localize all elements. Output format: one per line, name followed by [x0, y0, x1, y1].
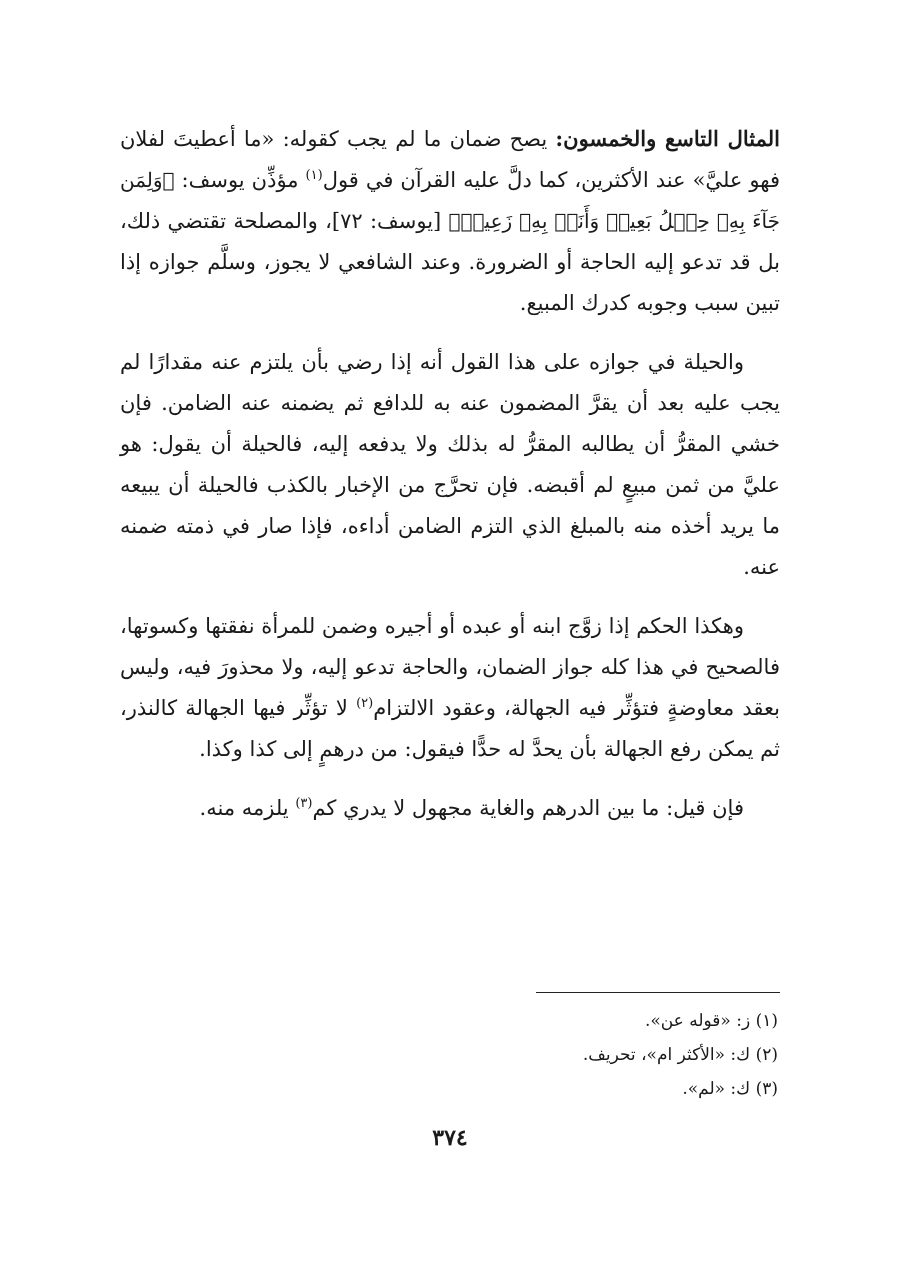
page-number: ٣٧٤ [432, 1125, 468, 1151]
footnote-ref-2[interactable]: (٢) [356, 696, 374, 711]
example-heading: المثال التاسع والخمسون: [555, 126, 780, 151]
paragraph-2: والحيلة في جوازه على هذا القول أنه إذا رضي بأن يلتزم عنه مقدارًا لم يجب عليه بعد أن يقرَّ المضمون عنه به للدافع ثم يضمنه عنه الضامن. فإن خشي المقرُّ أن يطالبه المقرُّ له بذلك ولا يدفعه إليه، فالحيلة أن يقول: هو عليَّ من ثمن مبيعٍ لم أقبضه. فإن تحرَّج من الإخبار بالكذب فالحيلة أن يبيعه ما يريد أخذه منه بالمبلغ الذي التزم الضامن أداءه، فإذا صار في ذمته ضمنه عنه. [120, 350, 780, 579]
footnote-2: (٢) ك: «الأكثر ام»، تحريف. [582, 1045, 778, 1065]
paragraph-1 [120, 118, 780, 324]
paragraph-3 [120, 606, 780, 770]
paragraph-1-text-c: [يوسف: ٧٢]، والمصلحة تقتضي ذلك، بل قد تدعو إليه الحاجة أو الضرورة. وعند الشافعي لا يجوز، وسلَّم جوازه إذا تبين سبب وجوبه كدرك المبيع. [120, 209, 780, 315]
paragraph-3-text-b: لا تؤثِّر فيها الجهالة كالنذر، ثم يمكن رفع الجهالة بأن يحدَّ له حدًّا فيقول: من درهمٍ إلى كذا وكذا. [120, 696, 780, 761]
footnote-1: (١) ز: «قوله عن». [644, 1011, 778, 1031]
paragraph-4-text-b: يلزمه منه. [199, 796, 296, 820]
paragraph-4 [120, 788, 780, 829]
footnote-divider [536, 992, 780, 993]
paragraph-3-text-a: وهكذا الحكم إذا زوَّج ابنه أو عبده أو أجيره وضمن للمرأة نفقتها وكسوتها، فالصحيح في هذا كله جواز الضمان، والحاجة تدعو إليه، ولا محذورَ فيه، وليس بعقد معاوضةٍ فتؤثِّر فيه الجهالة، وعقود الالتزام [120, 614, 781, 720]
paragraph-4-text-a: فإن قيل: ما بين الدرهم والغاية مجهول لا يدري كم [312, 796, 744, 820]
footnote-3: (٣) ك: «لم». [682, 1079, 778, 1099]
paragraph-1-text-b: مؤذِّن يوسف: [174, 168, 306, 192]
footnotes [118, 1004, 778, 1106]
quran-verse: ﴿وَلِمَن جَآءَ بِهِۦ حِمۡلُ بَعِيرٖ وَأَنَا۠ بِهِۦ زَعِيمٞ﴾ [120, 168, 781, 233]
footnote-ref-3[interactable]: (٣) [295, 796, 313, 811]
footnote-ref-1[interactable]: (١) [305, 168, 323, 183]
paragraph-1-text-a: يصح ضمان ما لم يجب كقوله: «ما أعطيتَ لفلان فهو عليَّ» عند الأكثرين، كما دلَّ عليه القرآن في قول [120, 127, 780, 192]
page-body [120, 118, 780, 847]
